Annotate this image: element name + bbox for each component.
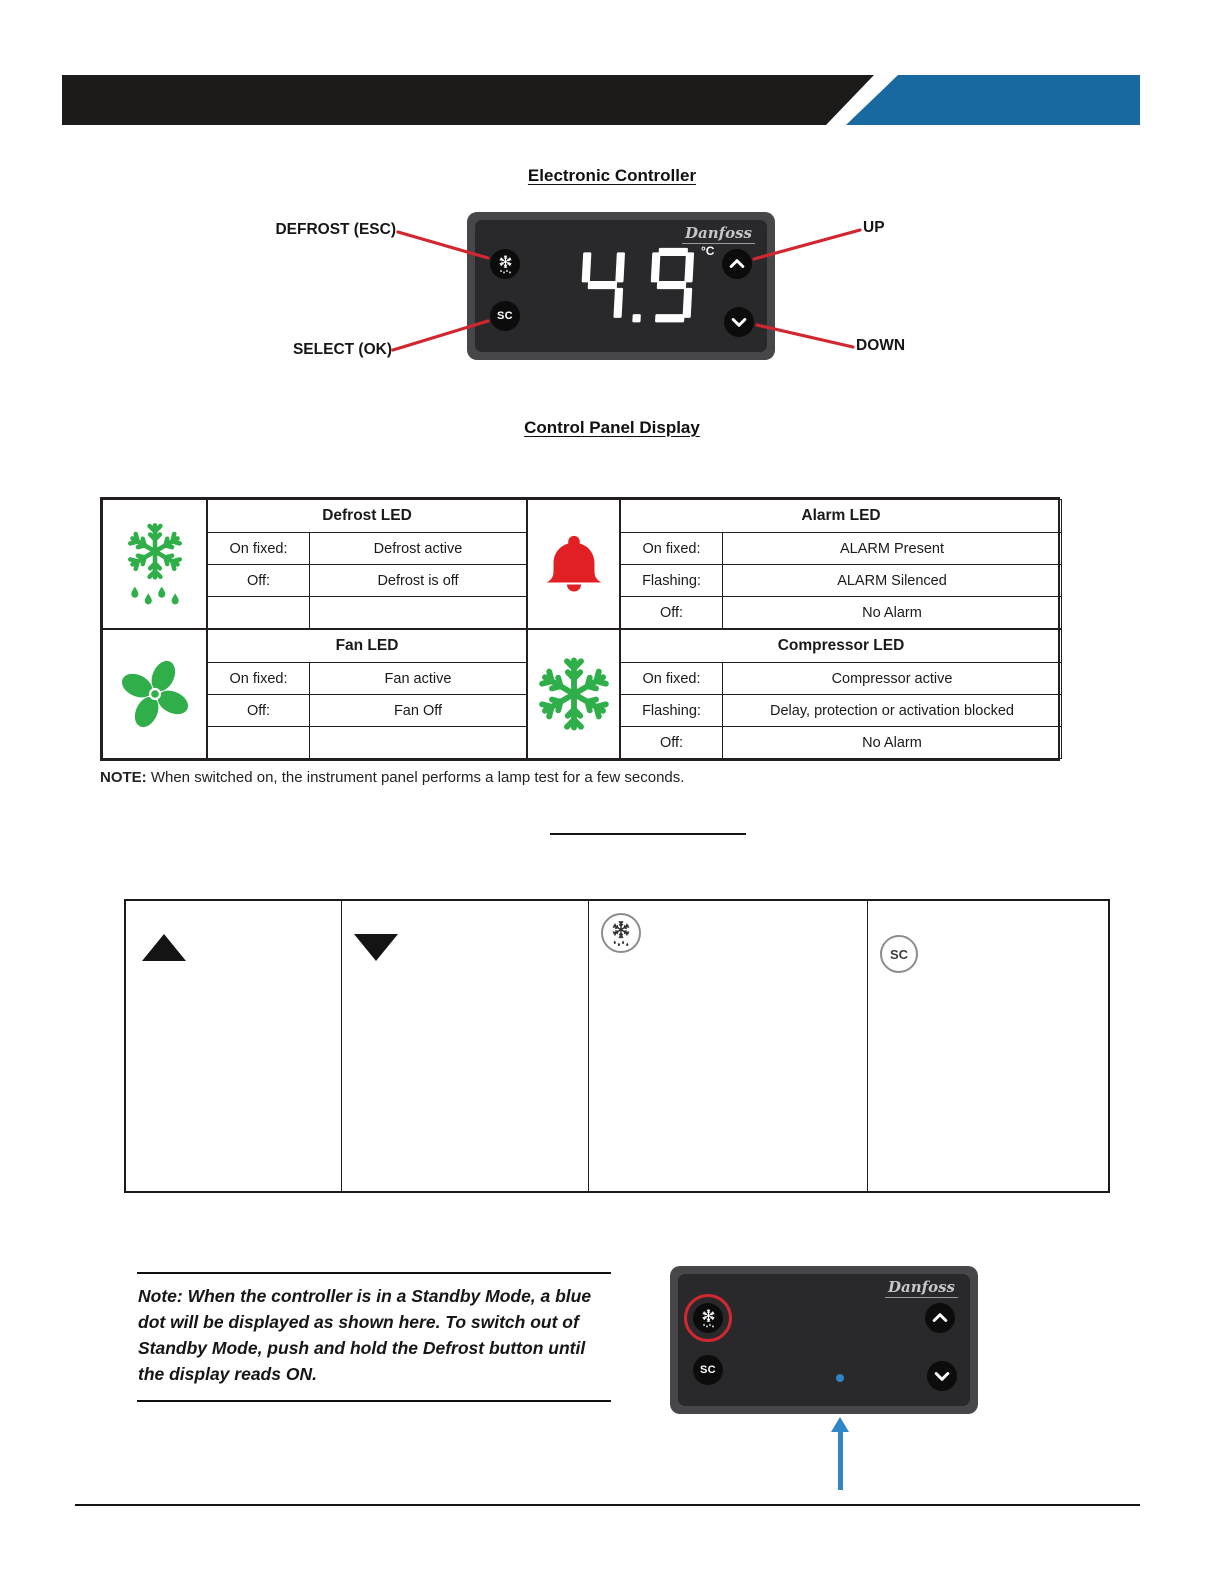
table-row: [208, 727, 526, 758]
chevron-up-icon: [930, 1308, 950, 1328]
section-title-control-panel-display: Control Panel Display: [524, 418, 700, 437]
chevron-down-icon: [729, 312, 749, 332]
alarm-led-section: [620, 499, 1062, 629]
down-button: [724, 307, 754, 337]
blue-arrow-icon: [831, 1417, 849, 1432]
callout-select-ok: SELECT (OK): [292, 341, 392, 358]
brand-logo: Danfoss: [885, 1278, 958, 1298]
sc-button-icon: SC: [880, 935, 918, 973]
select-button: SC: [693, 1355, 723, 1385]
section-header: Defrost LED: [208, 500, 526, 533]
chevron-down-icon: [932, 1366, 952, 1386]
section-title-electronic-controller: Electronic Controller: [527, 166, 697, 185]
table-row: Off: Defrost is off: [208, 565, 526, 597]
defrost-button-icon: [601, 913, 641, 953]
table-row: Off: No Alarm: [621, 597, 1061, 628]
defrost-icon: [496, 255, 515, 274]
defrost-led-section: [207, 499, 527, 629]
table-row: On fixed: Defrost active: [208, 533, 526, 565]
controller-display: [475, 220, 767, 352]
up-button: [722, 249, 752, 279]
fan-led-section: [207, 629, 527, 759]
down-button-column: [342, 901, 589, 1191]
table-row: [208, 597, 526, 628]
defrost-led-icon: [102, 499, 207, 629]
standby-controller-device: [670, 1266, 978, 1414]
table-row: Flashing: Delay, protection or activation blocked: [621, 695, 1061, 727]
standby-blue-dot: [836, 1374, 844, 1382]
blue-arrow-line: [838, 1432, 843, 1490]
controller-device: [467, 212, 775, 360]
blank-heading-rule: [550, 833, 746, 835]
callout-defrost-esc: DEFROST (ESC): [275, 221, 396, 238]
down-arrow-icon: [354, 934, 398, 961]
note-text: When switched on, the instrument panel performs a lamp test for a few seconds.: [150, 769, 685, 786]
callout-up: UP: [863, 219, 885, 236]
chevron-up-icon: [727, 254, 747, 274]
table-row: On fixed: ALARM Present: [621, 533, 1061, 565]
section-header: Fan LED: [208, 630, 526, 663]
standby-note: Note: When the controller is in a Standby Mode, a blue dot will be displayed as shown here. To switch out of Standby Mode, push and hold the Defrost button until the display reads ON.: [137, 1272, 611, 1402]
header-banner-black: [62, 75, 874, 125]
lamp-test-note: [100, 769, 684, 786]
up-button: [925, 1303, 955, 1333]
table-row: Off: No Alarm: [621, 727, 1061, 758]
up-arrow-icon: [142, 934, 186, 961]
callout-down: DOWN: [856, 337, 906, 354]
compressor-led-section: [620, 629, 1062, 759]
table-row: On fixed: Compressor active: [621, 663, 1061, 695]
defrost-button-column: [589, 901, 868, 1191]
section-header: Compressor LED: [621, 630, 1061, 663]
controller-figure: [150, 207, 1080, 379]
buttons-reference-table: [124, 899, 1110, 1193]
table-row: Off: Fan Off: [208, 695, 526, 727]
footer-rule: [75, 1504, 1140, 1506]
alarm-led-icon: [527, 499, 620, 629]
select-button: SC: [490, 301, 520, 331]
table-row: On fixed: Fan active: [208, 663, 526, 695]
select-button-column: [868, 901, 1112, 1191]
header-banner-blue: [846, 75, 1140, 125]
display-unit: °C: [701, 244, 715, 258]
defrost-highlight-ring: [684, 1294, 732, 1342]
fan-led-icon: [102, 629, 207, 759]
seven-segment-digits: [573, 246, 699, 326]
standby-controller-display: [678, 1274, 970, 1406]
defrost-button: [490, 249, 520, 279]
table-row: Flashing: ALARM Silenced: [621, 565, 1061, 597]
led-legend-table: [100, 497, 1060, 761]
compressor-led-icon: [527, 629, 620, 759]
note-label: NOTE:: [100, 769, 147, 786]
up-button-column: [126, 901, 342, 1191]
brand-logo: Danfoss: [682, 224, 755, 244]
section-header: Alarm LED: [621, 500, 1061, 533]
down-button: [927, 1361, 957, 1391]
